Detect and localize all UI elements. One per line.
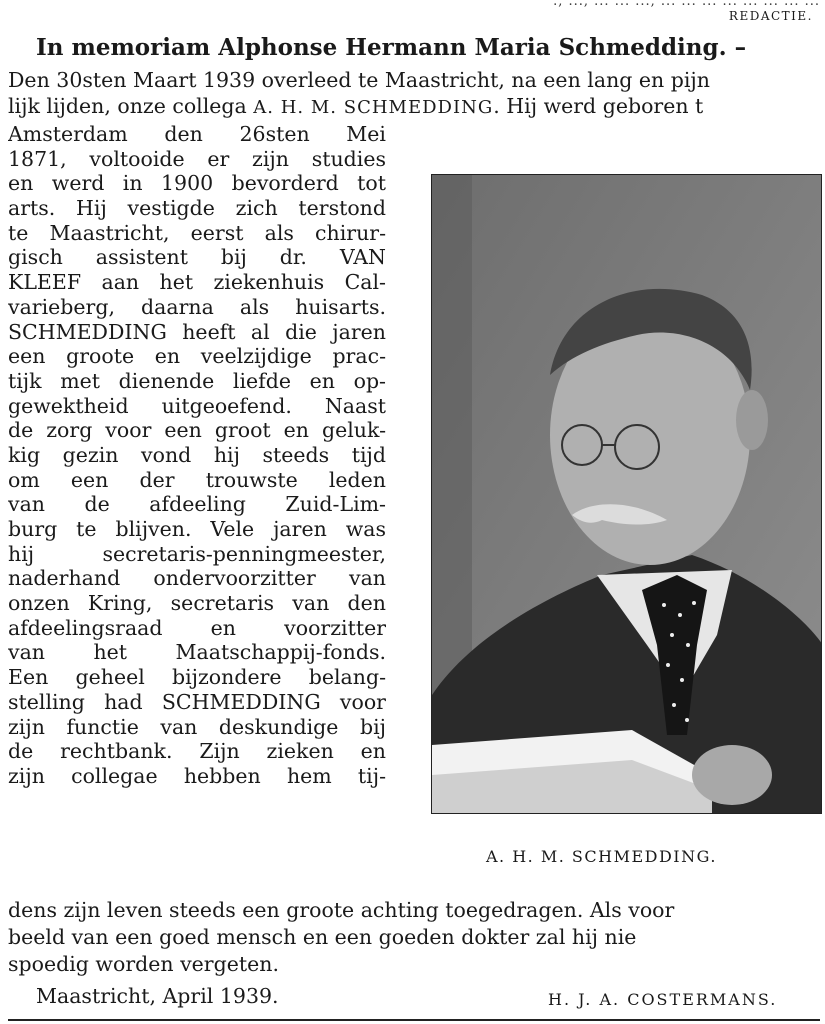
column-line: en werd in 1900 bevorderd tot xyxy=(8,171,386,196)
closing-line-1: dens zijn leven steeds een groote achting toegedragen. Als voor xyxy=(8,898,675,922)
intro-line-2-name: A. H. M. SCHMEDDING xyxy=(253,97,494,118)
closing-line-3: spoedig worden vergeten. xyxy=(8,952,279,976)
portrait-illustration xyxy=(432,175,822,814)
column-line: KLEEF aan het ziekenhuis Cal- xyxy=(8,270,386,295)
column-line: gisch assistent bij dr. VAN xyxy=(8,245,386,270)
closing-line-2: beeld van een goed mensch en een goeden dokter zal hij nie xyxy=(8,925,637,949)
intro-line-2-part-1: lijk lijden, onze collega xyxy=(8,94,254,118)
column-line: de rechtbank. Zijn zieken en xyxy=(8,739,386,764)
bottom-rule xyxy=(8,1019,820,1021)
column-line: Een geheel bijzondere belang- xyxy=(8,665,386,690)
column-line: stelling had SCHMEDDING voor xyxy=(8,689,386,714)
intro-line-1 xyxy=(8,68,820,93)
intro-line-2-part-3: . Hij werd geboren t xyxy=(493,94,704,118)
column-line: burg te blijven. Vele jaren was xyxy=(8,517,386,541)
column-line: 1871, voltooide er zijn studies xyxy=(8,146,386,171)
article-title: In memoriam Alphonse Hermann Maria Schmedding. – xyxy=(36,34,747,61)
column-line: zijn functie van deskundige bij xyxy=(8,714,386,739)
column-line: Amsterdam den 26sten Mei xyxy=(8,122,386,146)
signoff-place-date: Maastricht, April 1939. xyxy=(36,984,279,1008)
column-line: de zorg voor een groot en geluk- xyxy=(8,418,386,443)
redactie-label: REDACTIE. xyxy=(728,9,813,23)
column-line: hij secretaris-penningmeester, xyxy=(8,541,386,566)
column-line: naderhand ondervoorzitter van xyxy=(8,566,386,591)
column-line: zijn collegae hebben hem tij- xyxy=(8,763,386,788)
cut-off-header-text: ., ..., ... ... ..., ... ... ... ... ... ... ... ... xyxy=(553,0,820,9)
signoff-author: H. J. A. COSTERMANS. xyxy=(548,990,778,1009)
column-line: kig gezin vond hij steeds tijd xyxy=(8,442,386,467)
column-line: tijk met dienende liefde en op- xyxy=(8,368,386,393)
column-line: van het Maatschappij-fonds. xyxy=(8,640,386,665)
column-line: SCHMEDDING heeft al die jaren xyxy=(8,319,386,344)
column-line: van de afdeeling Zuid-Lim- xyxy=(8,492,386,517)
text-column xyxy=(8,122,386,789)
intro-line-2 xyxy=(8,94,820,120)
column-line: gewektheid uitgeoefend. Naast xyxy=(8,393,386,418)
portrait-photo xyxy=(431,174,822,814)
column-line: arts. Hij vestigde zich terstond xyxy=(8,196,386,221)
intro-line-1-text: Den 30sten Maart 1939 overleed te Maastricht, na een lang en pijn xyxy=(8,68,710,92)
column-line: onzen Kring, secretaris van den xyxy=(8,591,386,616)
column-line: om een der trouwste leden xyxy=(8,467,386,492)
column-line: afdeelingsraad en voorzitter xyxy=(8,615,386,640)
photo-caption: A. H. M. SCHMEDDING. xyxy=(486,847,717,866)
column-line: varieberg, daarna als huisarts. xyxy=(8,294,386,319)
column-line: te Maastricht, eerst als chirur- xyxy=(8,220,386,245)
column-line: een groote en veelzijdige prac- xyxy=(8,344,386,369)
